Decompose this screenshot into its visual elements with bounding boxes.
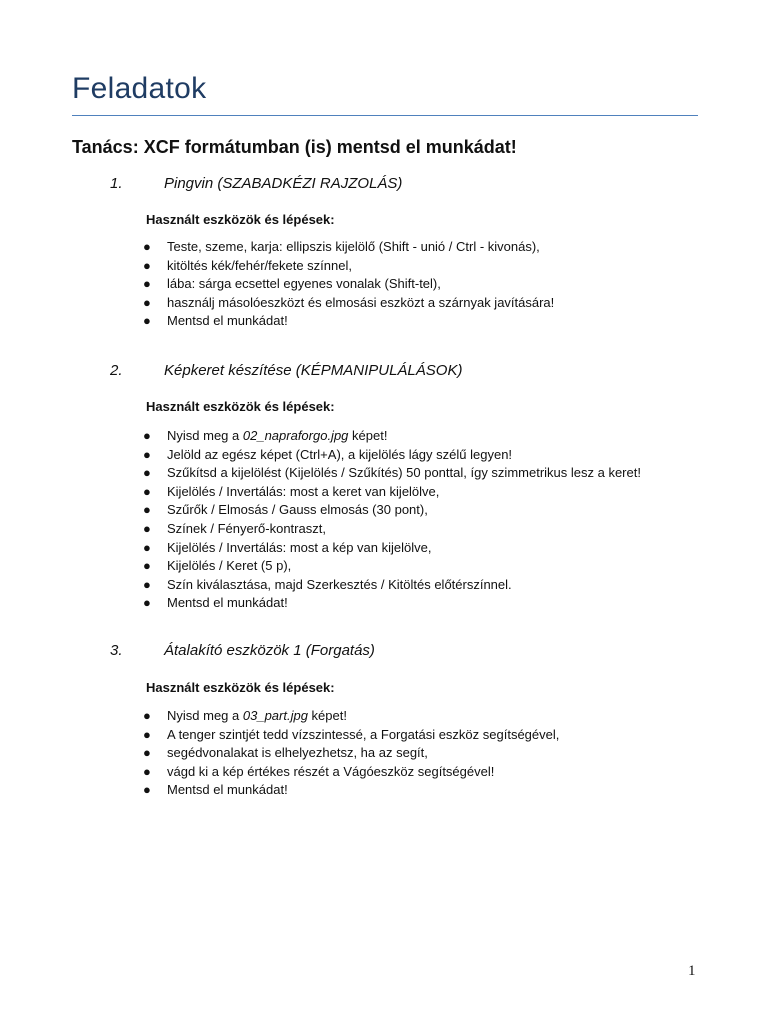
bullet-icon: ●	[143, 276, 151, 292]
task-heading	[0, 642, 768, 666]
task-title: Képkeret készítése (KÉPMANIPULÁLÁSOK)	[164, 362, 463, 379]
bullet-icon: ●	[143, 726, 151, 742]
bullet-icon: ●	[143, 446, 151, 462]
bullet-icon: ●	[143, 595, 151, 611]
list-item: ● Kijelölés / Invertálás: most a kép van kijelölve,	[146, 539, 641, 558]
bullet-icon: ●	[143, 483, 151, 499]
list-item: ● Mentsd el munkádat!	[146, 594, 641, 613]
list-item: ● lába: sárga ecsettel egyenes vonalak (Shift-tel),	[146, 275, 554, 294]
list-item: ● A tenger szintjét tedd vízszintessé, a Forgatási eszköz segítségével,	[146, 726, 559, 745]
bullet-icon: ●	[143, 708, 151, 723]
bullet-icon: ●	[143, 294, 151, 310]
list-item: ● segédvonalakat is elhelyezhetsz, ha az segít,	[146, 744, 559, 763]
tools-subheading: Használt eszközök és lépések:	[146, 212, 335, 227]
bullet-icon: ●	[143, 745, 151, 761]
list-item: ● Kijelölés / Keret (5 p),	[146, 557, 641, 576]
bullet-icon: ●	[143, 520, 151, 536]
task-heading	[0, 362, 768, 386]
bullet-icon: ●	[143, 576, 151, 592]
list-item: ● Mentsd el munkádat!	[146, 312, 554, 331]
list-item: ● használj másolóeszközt és elmosási eszközt a szárnyak javítására!	[146, 294, 554, 313]
bullet-icon: ●	[143, 239, 151, 254]
list-item: ● Szín kiválasztása, majd Szerkesztés / Kitöltés előtérszínnel.	[146, 576, 641, 595]
task-section-3	[0, 642, 768, 798]
page-title: Feladatok	[72, 72, 207, 105]
list-item: ● kitöltés kék/fehér/fekete színnel,	[146, 257, 554, 276]
list-item: ● Színek / Fényerő-kontraszt,	[146, 520, 641, 539]
steps-list	[143, 238, 555, 331]
bullet-icon: ●	[143, 539, 151, 555]
tip-heading: Tanács: XCF formátumban (is) mentsd el munkádat!	[72, 137, 517, 157]
task-section-1	[0, 175, 768, 329]
tools-subheading: Használt eszközök és lépések:	[146, 680, 335, 695]
task-title: Átalakító eszközök 1 (Forgatás)	[164, 642, 375, 659]
list-item: ● Nyisd meg a 02_napraforgo.jpg képet!	[146, 427, 641, 446]
page-number: 1	[688, 963, 696, 979]
title-divider	[72, 115, 698, 116]
tools-subheading: Használt eszközök és lépések:	[146, 399, 335, 414]
task-number: 2.	[110, 362, 123, 379]
list-item: ● Teste, szeme, karja: ellipszis kijelölő (Shift - unió / Ctrl - kivonás),	[146, 238, 554, 257]
bullet-icon: ●	[143, 558, 151, 574]
list-item: ● Kijelölés / Invertálás: most a keret van kijelölve,	[146, 483, 641, 502]
task-heading	[0, 175, 768, 199]
steps-list	[143, 427, 641, 613]
task-title: Pingvin (SZABADKÉZI RAJZOLÁS)	[164, 175, 403, 192]
bullet-icon: ●	[143, 465, 151, 481]
bullet-icon: ●	[143, 502, 151, 518]
list-item: ● Jelöld az egész képet (Ctrl+A), a kijelölés lágy szélű legyen!	[146, 446, 641, 465]
list-item: ● Mentsd el munkádat!	[146, 781, 559, 800]
bullet-icon: ●	[143, 782, 151, 798]
bullet-icon: ●	[143, 313, 151, 329]
task-number: 3.	[110, 642, 123, 659]
bullet-icon: ●	[143, 257, 151, 273]
steps-list	[143, 707, 560, 800]
list-item: ● Nyisd meg a 03_part.jpg képet!	[146, 707, 559, 726]
list-item: ● Szűkítsd a kijelölést (Kijelölés / Szűkítés) 50 ponttal, így szimmetrikus lesz a keret!	[146, 464, 641, 483]
task-section-2	[0, 362, 768, 611]
task-number: 1.	[110, 175, 123, 192]
bullet-icon: ●	[143, 428, 151, 443]
bullet-icon: ●	[143, 763, 151, 779]
list-item: ● Szűrők / Elmosás / Gauss elmosás (30 pont),	[146, 501, 641, 520]
list-item: ● vágd ki a kép értékes részét a Vágóeszköz segítségével!	[146, 763, 559, 782]
